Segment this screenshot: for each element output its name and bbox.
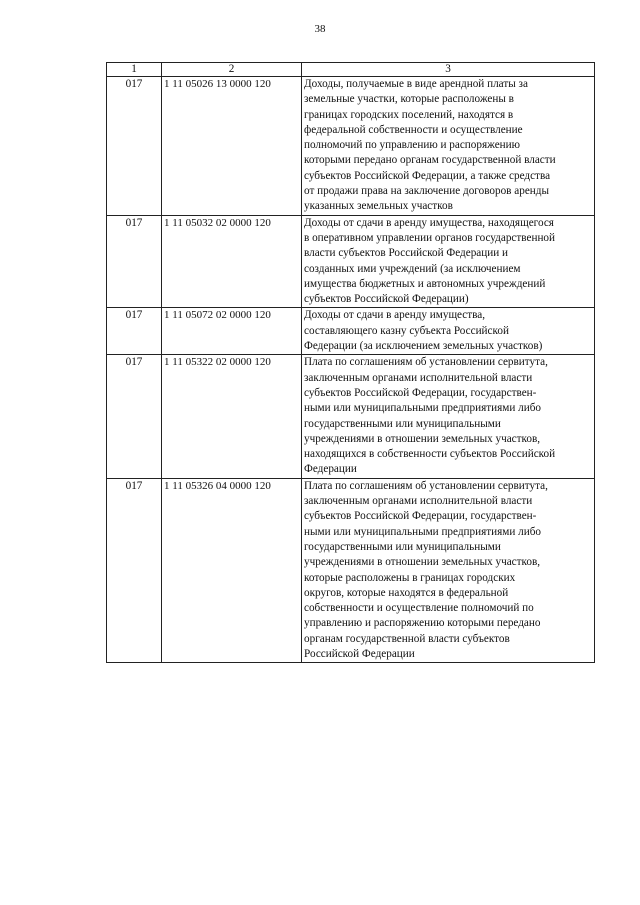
description-line: округов, которые находятся в федеральной [304, 586, 509, 599]
description-line: Федерации (за исключением земельных участков) [304, 340, 543, 353]
description-line: Федерации [304, 463, 357, 476]
budget-code-cell: 1 11 05026 13 0000 120 [162, 77, 302, 216]
description-line: государственными или муниципальными [304, 417, 501, 430]
description-line: субъектов Российской Федерации, государствен- [304, 510, 537, 523]
description-cell [302, 215, 595, 308]
table-row [107, 478, 595, 663]
description-line: границах городских поселений, находятся в [304, 108, 514, 121]
description-line: субъектов Российской Федерации, государствен- [304, 386, 537, 399]
description-cell [302, 308, 595, 355]
admin-code-cell: 017 [107, 77, 162, 216]
revenue-codes-table [106, 62, 595, 663]
description-line: собственности и осуществление полномочий по [304, 602, 534, 615]
description-line: ными или муниципальными предприятиями либо [304, 402, 541, 415]
description-line: заключенным органами исполнительной власти [304, 495, 533, 508]
admin-code-cell: 017 [107, 308, 162, 355]
description-line: Плата по соглашениям об установлении сервитута, [304, 479, 548, 492]
description-line: власти субъектов Российской Федерации и [304, 247, 509, 260]
description-line: управлению и распоряжению которыми передано [304, 617, 541, 630]
column-header-2: 2 [162, 63, 302, 77]
description-line: субъектов Российской Федерации, а также средства [304, 169, 551, 182]
description-line: федеральной собственности и осуществление [304, 123, 523, 136]
description-line: находящихся в собственности субъектов Российской [304, 448, 556, 461]
table-row [107, 308, 595, 355]
column-header-1: 1 [107, 63, 162, 77]
description-line: от продажи права на заключение договоров аренды [304, 185, 549, 198]
description-line: учреждениями в отношении земельных участков, [304, 432, 541, 445]
table-row [107, 355, 595, 478]
description-line: заключенным органами исполнительной власти [304, 371, 533, 384]
page-number: 38 [314, 23, 326, 35]
table-row [107, 215, 595, 308]
budget-code-cell: 1 11 05326 04 0000 120 [162, 478, 302, 663]
description-line: имущества бюджетных и автономных учреждений [304, 277, 546, 290]
description-cell [302, 355, 595, 478]
column-header-3: 3 [302, 63, 595, 77]
description-line: Доходы от сдачи в аренду имущества, [304, 309, 486, 322]
description-line: государственными или муниципальными [304, 540, 501, 553]
description-cell [302, 77, 595, 216]
description-line: Российской Федерации [304, 647, 415, 660]
table-header-row [107, 63, 595, 77]
budget-code-cell: 1 11 05072 02 0000 120 [162, 308, 302, 355]
description-line: в оперативном управлении органов государственной [304, 231, 556, 244]
table-row [107, 77, 595, 216]
admin-code-cell: 017 [107, 478, 162, 663]
budget-code-cell: 1 11 05032 02 0000 120 [162, 215, 302, 308]
description-line: ными или муниципальными предприятиями либо [304, 525, 541, 538]
admin-code-cell: 017 [107, 355, 162, 478]
description-line: указанных земельных участков [304, 200, 453, 213]
description-line: учреждениями в отношении земельных участков, [304, 556, 541, 569]
description-line: субъектов Российской Федерации) [304, 293, 469, 306]
description-line: составляющего казну субъекта Российской [304, 324, 509, 337]
description-line: органам государственной власти субъектов [304, 632, 510, 645]
description-line: земельные участки, которые расположены в [304, 93, 514, 106]
description-line: Плата по соглашениям об установлении сервитута, [304, 356, 548, 369]
description-cell [302, 478, 595, 663]
description-line: Доходы от сдачи в аренду имущества, находящегося [304, 216, 554, 229]
budget-code-cell: 1 11 05322 02 0000 120 [162, 355, 302, 478]
description-line: которыми передано органам государственной власти [304, 154, 556, 167]
admin-code-cell: 017 [107, 215, 162, 308]
description-line: Доходы, получаемые в виде арендной платы за [304, 78, 528, 90]
description-line: полномочий по управлению и распоряжению [304, 139, 521, 152]
description-line: которые расположены в границах городских [304, 571, 516, 584]
description-line: созданных ими учреждений (за исключением [304, 262, 521, 275]
